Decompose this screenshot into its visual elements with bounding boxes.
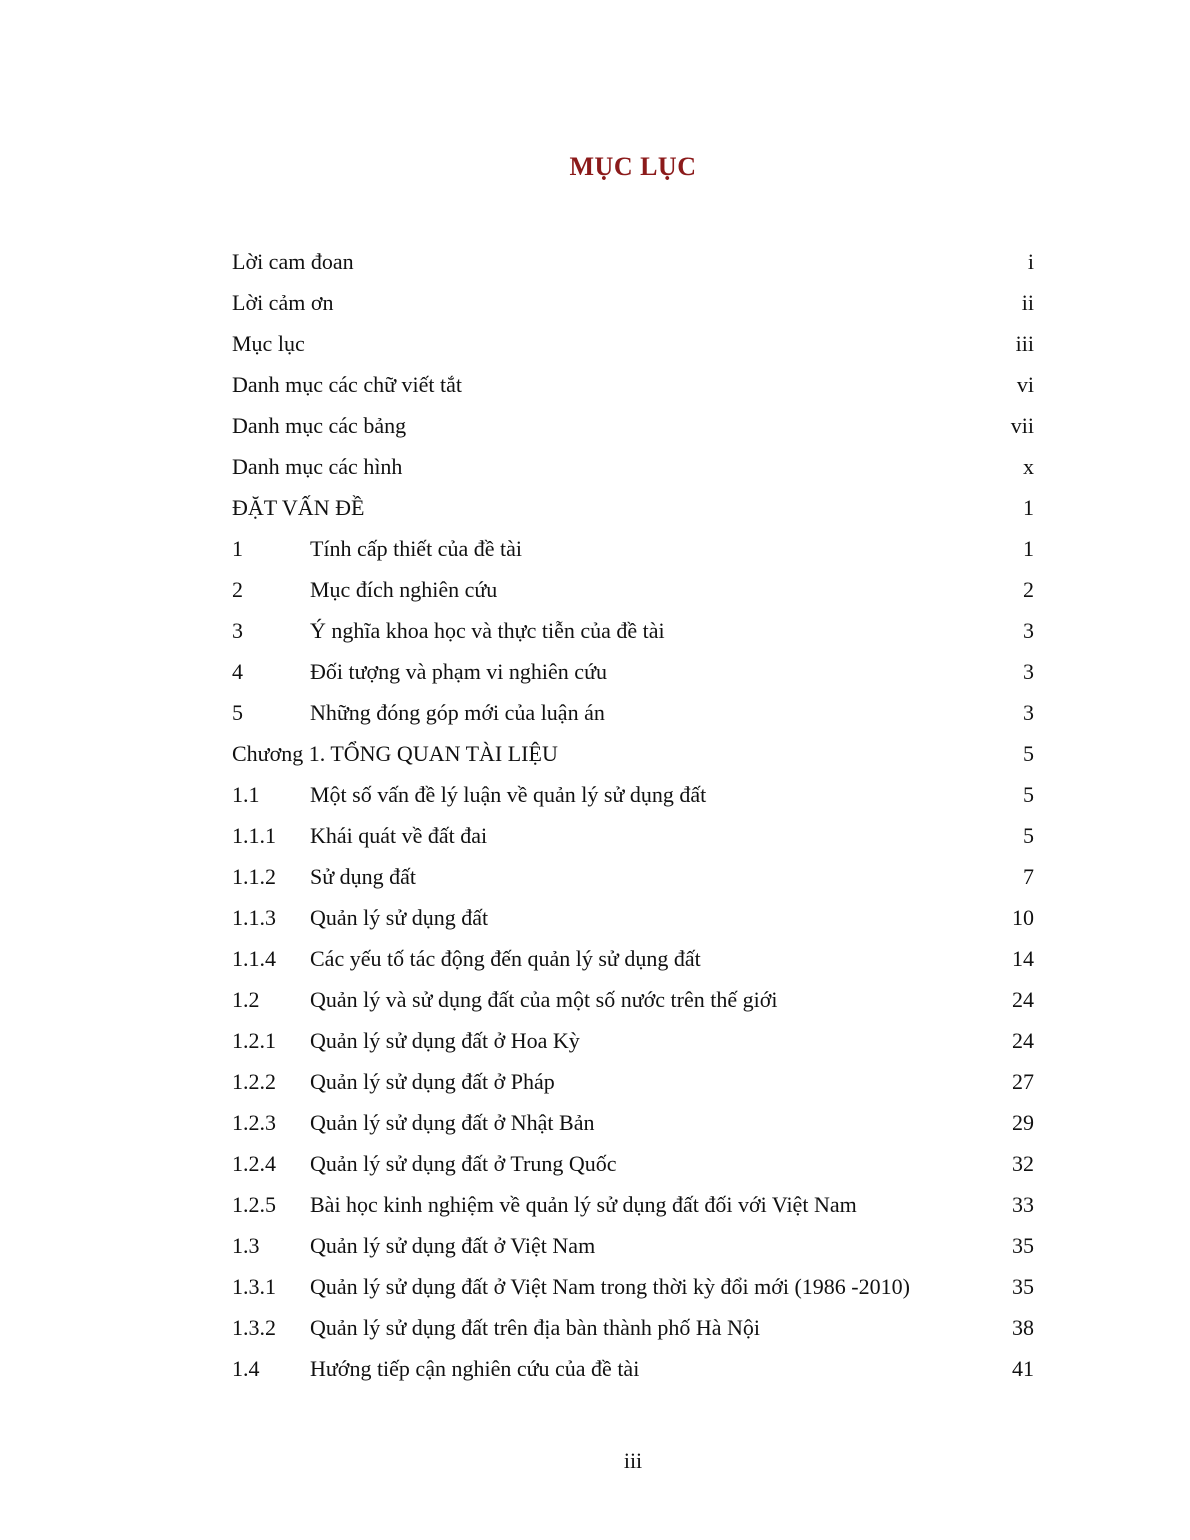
toc-entry xyxy=(232,1061,1034,1102)
toc-entry xyxy=(232,897,1034,938)
toc-entry xyxy=(232,282,1034,323)
toc-entry-number: 1.1.2 xyxy=(232,864,276,889)
toc-entry xyxy=(232,651,1034,692)
toc-entry-page: 3 xyxy=(1023,700,1034,725)
toc-entry xyxy=(232,405,1034,446)
toc-entry-title: Bài học kinh nghiệm về quản lý sử dụng đất đối với Việt Nam xyxy=(310,1192,857,1217)
toc-entry-title: Chương 1. TỔNG QUAN TÀI LIỆU xyxy=(232,741,558,766)
toc-entry-title: Sử dụng đất xyxy=(310,864,417,889)
toc-entry-page: 35 xyxy=(1012,1233,1034,1258)
toc-entry-number: 1.2.2 xyxy=(232,1069,276,1094)
toc-entry-page: 38 xyxy=(1012,1315,1034,1340)
toc-entry-number: 1.2.4 xyxy=(232,1151,276,1176)
toc-entry-number: 1.1 xyxy=(232,782,260,807)
toc-entry xyxy=(232,241,1034,282)
toc-entry-title: Khái quát về đất đai xyxy=(310,823,488,848)
toc-entry-page: 1 xyxy=(1023,536,1034,561)
toc-entry-number: 1.2 xyxy=(232,987,260,1012)
toc-entry-title: Quản lý sử dụng đất ở Nhật Bản xyxy=(310,1110,595,1135)
toc-entry-title: Quản lý sử dụng đất ở Hoa Kỳ xyxy=(310,1028,580,1053)
toc-entry xyxy=(232,774,1034,815)
toc-entry xyxy=(232,979,1034,1020)
toc-entry-title: Danh mục các chữ viết tắt xyxy=(232,372,462,397)
toc-entry-page: 27 xyxy=(1012,1069,1034,1094)
toc-entry-title: Hướng tiếp cận nghiên cứu của đề tài xyxy=(310,1356,640,1381)
toc-entry-title: Đối tượng và phạm vi nghiên cứu xyxy=(310,659,607,684)
toc-entry-number: 1.2.1 xyxy=(232,1028,276,1053)
toc-entry-title: Một số vấn đề lý luận về quản lý sử dụng đất xyxy=(310,782,707,807)
table-of-contents xyxy=(232,241,1034,1389)
toc-entry-title: Ý nghĩa khoa học và thực tiễn của đề tài xyxy=(310,618,665,643)
toc-entry xyxy=(232,815,1034,856)
toc-entry-title: Quản lý sử dụng đất xyxy=(310,905,489,930)
toc-entry xyxy=(232,1020,1034,1061)
toc-entry-title: Những đóng góp mới của luận án xyxy=(310,700,605,725)
toc-entry-title: Mục đích nghiên cứu xyxy=(310,577,498,602)
toc-entry-title: Quản lý sử dụng đất ở Pháp xyxy=(310,1069,555,1094)
toc-entry xyxy=(232,1143,1034,1184)
toc-entry-title: Quản lý sử dụng đất ở Việt Nam trong thời kỳ đổi mới (1986 -2010) xyxy=(310,1274,910,1299)
toc-entry xyxy=(232,938,1034,979)
toc-entry-page: 33 xyxy=(1012,1192,1034,1217)
toc-entry-page: x xyxy=(1023,454,1034,479)
toc-entry xyxy=(232,733,1034,774)
toc-entry-number: 1.4 xyxy=(232,1356,260,1381)
toc-entry-page: 14 xyxy=(1012,946,1034,971)
toc-entry-title: Danh mục các hình xyxy=(232,454,403,479)
toc-entry-page: 10 xyxy=(1012,905,1034,930)
toc-entry-page: 5 xyxy=(1023,782,1034,807)
toc-entry-page: 35 xyxy=(1012,1274,1034,1299)
toc-entry xyxy=(232,446,1034,487)
toc-entry-number: 1 xyxy=(232,536,243,561)
toc-entry-page: iii xyxy=(1015,331,1034,356)
toc-entry-title: Lời cảm ơn xyxy=(232,290,334,315)
toc-entry-page: i xyxy=(1027,249,1034,274)
toc-entry-page: 29 xyxy=(1012,1110,1034,1135)
toc-entry-page: ii xyxy=(1021,290,1034,315)
toc-entry-page: 24 xyxy=(1012,1028,1034,1053)
toc-entry xyxy=(232,487,1034,528)
toc-entry-number: 3 xyxy=(232,618,243,643)
toc-entry-title: Mục lục xyxy=(232,331,305,356)
toc-entry-title: Danh mục các bảng xyxy=(232,413,407,438)
toc-entry-title: Lời cam đoan xyxy=(232,249,354,274)
toc-entry xyxy=(232,1102,1034,1143)
toc-entry xyxy=(232,364,1034,405)
toc-entry-page: 41 xyxy=(1012,1356,1034,1381)
toc-entry-page: 3 xyxy=(1023,618,1034,643)
toc-entry-title: Quản lý và sử dụng đất của một số nước trên thế giới xyxy=(310,987,778,1012)
toc-entry-page: 2 xyxy=(1023,577,1034,602)
toc-entry-title: Quản lý sử dụng đất ở Trung Quốc xyxy=(310,1151,617,1176)
toc-entry-title: Các yếu tố tác động đến quản lý sử dụng đất xyxy=(310,946,701,971)
toc-entry xyxy=(232,856,1034,897)
toc-entry xyxy=(232,1348,1034,1389)
toc-entry-page: 24 xyxy=(1012,987,1034,1012)
page-number: iii xyxy=(623,1448,643,1473)
toc-entry-page: 5 xyxy=(1023,741,1034,766)
toc-entry xyxy=(232,692,1034,733)
toc-entry-number: 1.2.3 xyxy=(232,1110,276,1135)
toc-entry xyxy=(232,1184,1034,1225)
toc-entry-page: 7 xyxy=(1023,864,1034,889)
page-title: MỤC LỤC xyxy=(569,152,697,181)
toc-entry-title: Quản lý sử dụng đất ở Việt Nam xyxy=(310,1233,596,1258)
toc-entry-number: 1.1.1 xyxy=(232,823,276,848)
toc-entry xyxy=(232,569,1034,610)
toc-entry xyxy=(232,1225,1034,1266)
toc-entry xyxy=(232,323,1034,364)
toc-entry-number: 1.1.3 xyxy=(232,905,276,930)
toc-entry-number: 1.3 xyxy=(232,1233,260,1258)
toc-entry-number: 1.1.4 xyxy=(232,946,276,971)
toc-entry-page: 5 xyxy=(1023,823,1034,848)
toc-entry-page: 1 xyxy=(1023,495,1034,520)
toc-entry-page: vii xyxy=(1010,413,1034,438)
toc-entry-number: 1.3.2 xyxy=(232,1315,276,1340)
toc-entry xyxy=(232,1266,1034,1307)
toc-entry-page: 3 xyxy=(1023,659,1034,684)
toc-entry xyxy=(232,528,1034,569)
toc-entry xyxy=(232,1307,1034,1348)
toc-entry-number: 4 xyxy=(232,659,243,684)
toc-entry-number: 1.2.5 xyxy=(232,1192,276,1217)
toc-entry-number: 5 xyxy=(232,700,243,725)
toc-entry-title: Tính cấp thiết của đề tài xyxy=(310,536,522,561)
toc-entry-number: 2 xyxy=(232,577,243,602)
toc-entry-title: Quản lý sử dụng đất trên địa bàn thành phố Hà Nội xyxy=(310,1315,761,1340)
toc-entry xyxy=(232,610,1034,651)
toc-entry-page: 32 xyxy=(1012,1151,1034,1176)
toc-entry-page: vi xyxy=(1016,372,1034,397)
toc-entry-number: 1.3.1 xyxy=(232,1274,276,1299)
toc-entry-title: ĐẶT VẤN ĐỀ xyxy=(232,495,365,520)
